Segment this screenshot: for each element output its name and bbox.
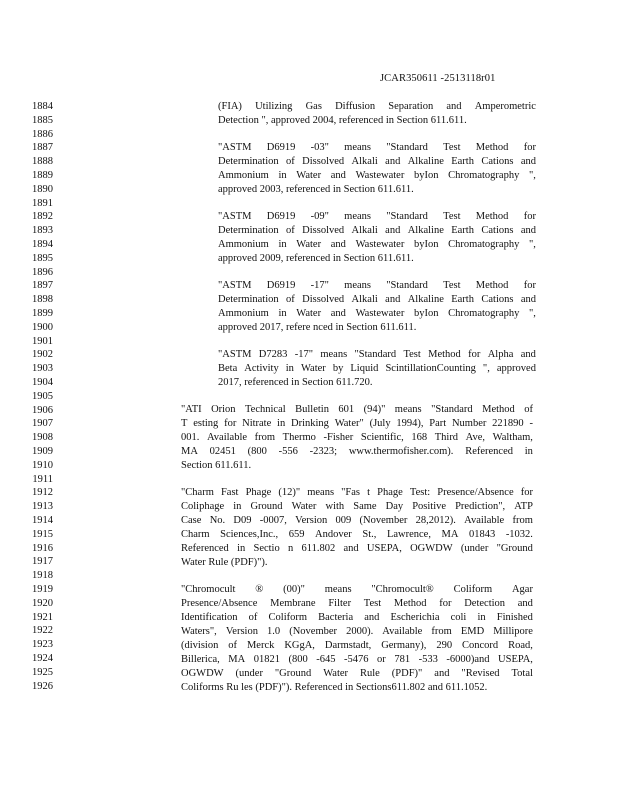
line-number: 1892 — [32, 211, 53, 223]
text-line-1914: Case No. D09 -0007, Version 009 (November 28,2012). Available from — [181, 515, 533, 526]
text-line-1913: Coliphage in Ground Water with Same Day Positive Prediction", ATP — [181, 501, 533, 512]
line-number: 1901 — [32, 335, 53, 347]
line-number: 1905 — [32, 390, 53, 402]
line-number: 1922 — [32, 625, 53, 637]
line-number: 1902 — [32, 349, 53, 361]
text-line-1903: Beta Activity in Water by Liquid ScintillationCounting ", approved — [218, 363, 536, 374]
text-line-1894: Ammonium in Water and Wastewater byIon Chromatography ", — [218, 239, 536, 250]
text-line-1899: Ammonium in Water and Wastewater byIon Chromatography ", — [218, 308, 536, 319]
text-line-1920: Presence/Absence Membrane Filter Test Method for Detection and — [181, 598, 533, 609]
text-line-1900: approved 2017, refere nced in Section 611.611. — [218, 322, 417, 333]
line-number: 1910 — [32, 459, 53, 471]
line-number: 1884 — [32, 101, 53, 112]
text-line-1912: "Charm Fast Phage (12)" means "Fas t Phage Test: Presence/Absence for — [181, 487, 533, 498]
text-line-1919: "Chromocult ® (00)" means "Chromocult® Coliform Agar — [181, 584, 533, 595]
document-header: JCAR350611 -2513118r01 — [380, 73, 496, 84]
text-line-1924: Billerica, MA 01821 (800 -645 -5476 or 781 -533 -6000)and USEPA, — [181, 654, 533, 665]
line-number: 1916 — [32, 542, 53, 554]
line-number: 1907 — [32, 418, 53, 430]
line-number: 1900 — [32, 321, 53, 333]
line-number: 1919 — [32, 584, 53, 595]
text-line-1906: "ATI Orion Technical Bulletin 601 (94)" means "Standard Method of — [181, 404, 533, 415]
text-line-1925: OGWDW (under "Ground Water Rule (PDF)" and "Revised Total — [181, 668, 533, 679]
text-line-1884: (FIA) Utilizing Gas Diffusion Separation and Amperometric — [218, 101, 536, 112]
text-line-1921: Identification of Coliform Bacteria and Escherichia coli in Finished — [181, 612, 533, 623]
line-number: 1924 — [32, 653, 53, 664]
text-line-1890: approved 2003, referenced in Section 611.611. — [218, 184, 414, 195]
line-number: 1909 — [32, 446, 53, 457]
line-number: 1908 — [32, 432, 53, 444]
line-number: 1913 — [32, 501, 53, 513]
text-line-1910: Section 611.611. — [181, 460, 252, 471]
line-number: 1889 — [32, 170, 53, 181]
text-line-1917: Water Rule (PDF)"). — [181, 557, 268, 568]
line-number: 1923 — [32, 639, 53, 651]
text-line-1895: approved 2009, referenced in Section 611.611. — [218, 253, 414, 264]
line-number: 1921 — [32, 611, 53, 623]
line-number: 1887 — [32, 142, 53, 154]
line-number: 1899 — [32, 308, 53, 319]
text-line-1909: MA 02451 (800 -556 -2323; www.thermofisher.com). Referenced in — [181, 446, 533, 457]
text-line-1897: "ASTM D6919 -17" means "Standard Test Method for — [218, 280, 536, 291]
text-line-1926: Coliforms Ru les (PDF)"). Referenced in Sections611.802 and 611.1052. — [181, 682, 488, 693]
text-line-1885: Detection ", approved 2004, referenced in Section 611.611. — [218, 115, 467, 126]
text-line-1902: "ASTM D7283 -17" means "Standard Test Method for Alpha and — [218, 349, 536, 360]
line-number: 1897 — [32, 280, 53, 292]
line-number: 1925 — [32, 666, 53, 678]
line-number: 1888 — [32, 156, 53, 168]
text-line-1923: (division of Merck KGgA, Darmstadt, Germany), 290 Concord Road, — [181, 640, 533, 651]
line-number: 1906 — [32, 404, 53, 416]
text-line-1904: 2017, referenced in Section 611.720. — [218, 377, 373, 388]
line-number: 1914 — [32, 515, 53, 526]
line-number: 1903 — [32, 363, 53, 375]
line-number: 1917 — [32, 556, 53, 568]
line-number: 1894 — [32, 239, 53, 250]
text-line-1907: T esting for Nitrate in Drinking Water" (July 1994), Part Number 221890 - — [181, 418, 533, 429]
line-number: 1885 — [32, 114, 53, 126]
line-number: 1896 — [32, 266, 53, 278]
text-line-1887: "ASTM D6919 -03" means "Standard Test Method for — [218, 142, 536, 153]
text-line-1892: "ASTM D6919 -09" means "Standard Test Method for — [218, 211, 536, 222]
text-line-1889: Ammonium in Water and Wastewater byIon Chromatography ", — [218, 170, 536, 181]
line-number: 1891 — [32, 197, 53, 209]
text-line-1916: Referenced in Sectio n 611.802 and USEPA, OGWDW (under "Ground — [181, 543, 533, 554]
line-number: 1895 — [32, 252, 53, 264]
line-number: 1918 — [32, 570, 53, 582]
line-number: 1915 — [32, 528, 53, 540]
line-number: 1912 — [32, 487, 53, 499]
line-number: 1911 — [32, 473, 53, 485]
text-line-1893: Determination of Dissolved Alkali and Alkaline Earth Cations and — [218, 225, 536, 236]
text-line-1888: Determination of Dissolved Alkali and Alkaline Earth Cations and — [218, 156, 536, 167]
line-number: 1898 — [32, 294, 53, 306]
line-number: 1886 — [32, 128, 53, 140]
text-line-1915: Charm Sciences,Inc., 659 Andover St., Lawrence, MA 01843 -1032. — [181, 529, 533, 540]
line-number: 1893 — [32, 225, 53, 237]
line-number: 1904 — [32, 377, 53, 388]
text-line-1898: Determination of Dissolved Alkali and Alkaline Earth Cations and — [218, 294, 536, 305]
line-number: 1920 — [32, 597, 53, 609]
line-number: 1926 — [32, 680, 53, 692]
text-line-1908: 001. Available from Thermo -Fisher Scientific, 168 Third Ave, Waltham, — [181, 432, 533, 443]
line-number: 1890 — [32, 183, 53, 195]
text-line-1922: Waters", Version 1.0 (November 2000). Available from EMD Millipore — [181, 626, 533, 637]
